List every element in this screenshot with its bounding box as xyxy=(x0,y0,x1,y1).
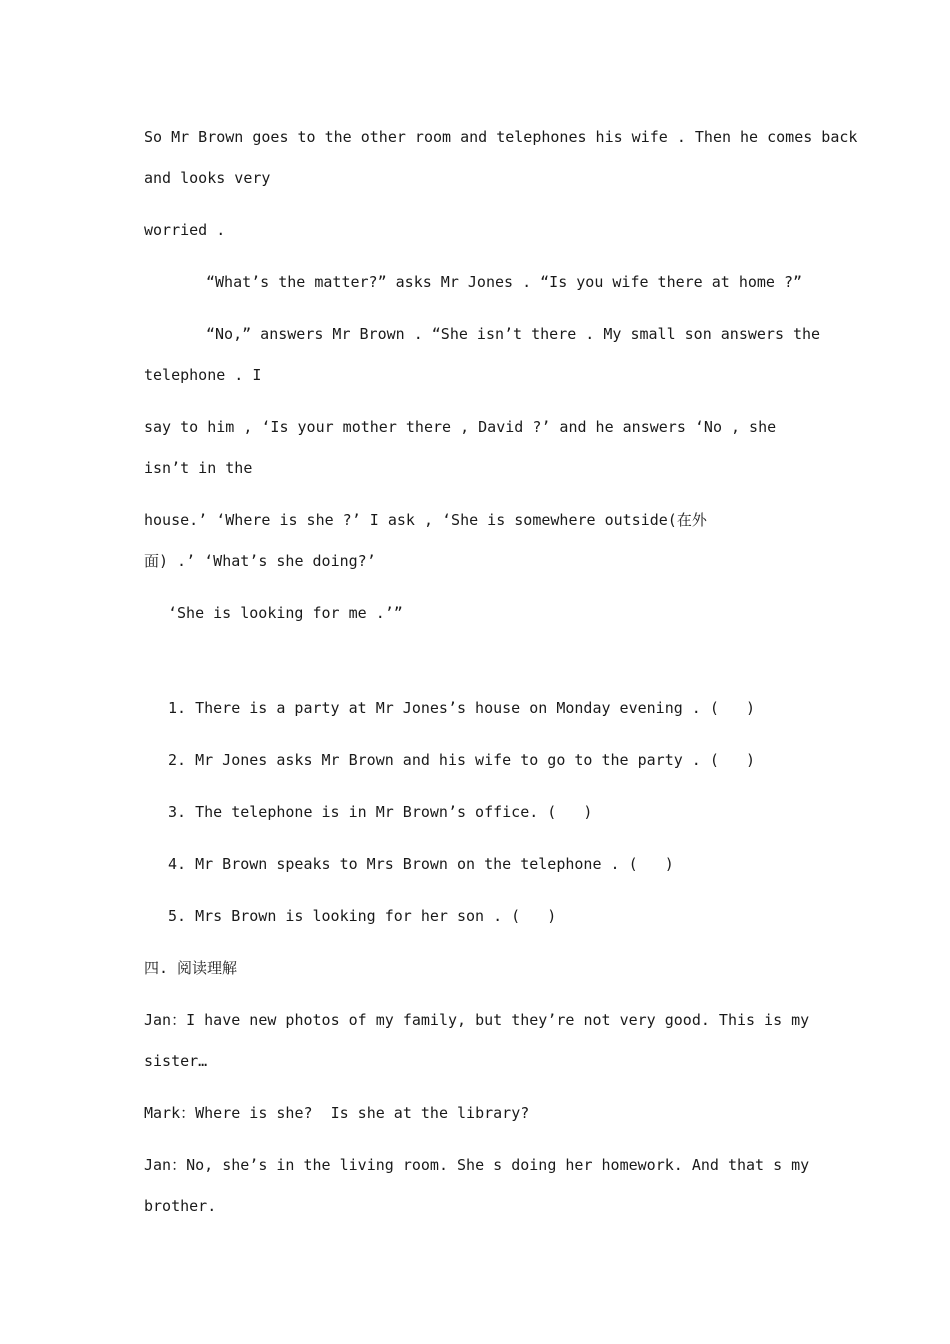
story-line: “No,” answers Mr Brown . “She isn’t there . My small son answers the xyxy=(206,325,821,343)
story-line: isn’t in the xyxy=(144,459,253,477)
question-item: 5. Mrs Brown is looking for her son . ( ) xyxy=(168,907,557,925)
story-line: “What’s the matter?” asks Mr Jones . “Is you wife there at home ?” xyxy=(206,273,803,291)
question-item: 3. The telephone is in Mr Brown’s office. ( ) xyxy=(168,803,593,821)
dialogue-line: Jan：I have new photos of my family, but they’re not very good. This is my xyxy=(144,1011,810,1029)
question-item: 2. Mr Jones asks Mr Brown and his wife to go to the party . ( ) xyxy=(168,751,755,769)
dialogue-line: sister… xyxy=(144,1052,208,1070)
question-item: 4. Mr Brown speaks to Mrs Brown on the telephone . ( ) xyxy=(168,855,674,873)
dialogue-line: brother. xyxy=(144,1197,217,1215)
story-line: worried . xyxy=(144,221,226,239)
story-line: 面) .’ ‘What’s she doing?’ xyxy=(144,552,376,570)
story-line: and looks very xyxy=(144,169,271,187)
story-line: So Mr Brown goes to the other room and telephones his wife . Then he comes back xyxy=(144,128,858,146)
story-line: say to him , ‘Is your mother there , David ?’ and he answers ‘No , she xyxy=(144,418,777,436)
story-line: telephone . I xyxy=(144,366,262,384)
dialogue-line: Jan：No, she’s in the living room. She s doing her homework. And that s my xyxy=(144,1156,810,1174)
story-line: house.’ ‘Where is she ?’ I ask , ‘She is somewhere outside(在外 xyxy=(144,511,707,529)
story-line: ‘She is looking for me .’” xyxy=(168,604,403,622)
question-item: 1. There is a party at Mr Jones’s house on Monday evening . ( ) xyxy=(168,699,755,717)
section-heading: 四. 阅读理解 xyxy=(144,959,238,977)
dialogue-line: Mark：Where is she? Is she at the library? xyxy=(144,1104,530,1122)
